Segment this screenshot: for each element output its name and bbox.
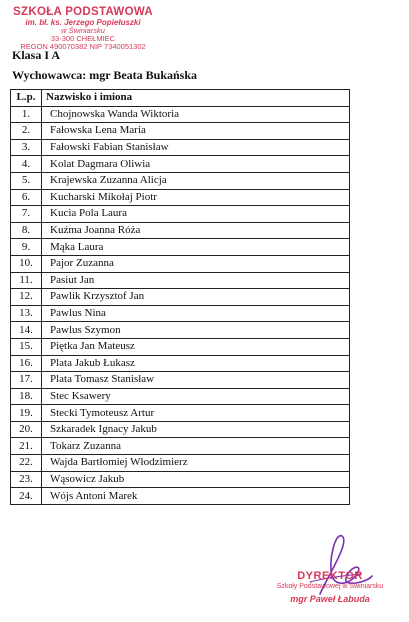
row-number: 7. xyxy=(11,206,42,223)
row-number: 1. xyxy=(11,106,42,123)
student-name: Kolat Dagmara Oliwia xyxy=(42,156,350,173)
student-name: Pasiut Jan xyxy=(42,272,350,289)
row-number: 2. xyxy=(11,123,42,140)
table-row xyxy=(11,438,350,455)
column-header-name: Nazwisko i imiona xyxy=(42,90,350,107)
student-name: Wajda Bartłomiej Włodzimierz xyxy=(42,455,350,472)
row-number: 22. xyxy=(11,455,42,472)
director-name: mgr Paweł Łabuda xyxy=(290,594,370,604)
student-name: Mąka Laura xyxy=(42,239,350,256)
class-teacher: Wychowawca: mgr Beata Bukańska xyxy=(12,68,198,82)
table-row xyxy=(11,305,350,322)
row-number: 18. xyxy=(11,388,42,405)
row-number: 4. xyxy=(11,156,42,173)
table-row xyxy=(11,172,350,189)
table-row xyxy=(11,405,350,422)
student-name: Kucia Pola Laura xyxy=(42,206,350,223)
row-number: 5. xyxy=(11,172,42,189)
row-number: 17. xyxy=(11,372,42,389)
class-label: Klasa I A xyxy=(12,48,61,62)
row-number: 8. xyxy=(11,222,42,239)
table-row xyxy=(11,139,350,156)
row-number: 3. xyxy=(11,139,42,156)
student-name: Pawlik Krzysztof Jan xyxy=(42,289,350,306)
row-number: 11. xyxy=(11,272,42,289)
student-name: Fałowska Lena Maria xyxy=(42,123,350,140)
table-row xyxy=(11,255,350,272)
table-row xyxy=(11,471,350,488)
student-name: Pajor Zuzanna xyxy=(42,255,350,272)
student-name: Wójs Antoni Marek xyxy=(42,488,350,505)
row-number: 10. xyxy=(11,255,42,272)
row-number: 21. xyxy=(11,438,42,455)
table-row xyxy=(11,289,350,306)
table-row xyxy=(11,156,350,173)
table-row xyxy=(11,272,350,289)
table-row xyxy=(11,322,350,339)
table-row xyxy=(11,355,350,372)
school-stamp-line2: im. bł. ks. Jerzego Popiełuszki xyxy=(25,18,141,27)
school-stamp-line4: 33-300 CHEŁMIEC xyxy=(50,34,116,43)
table-row xyxy=(11,388,350,405)
table-row xyxy=(11,189,350,206)
row-number: 6. xyxy=(11,189,42,206)
school-stamp-line5: REGON 490070382 NIP 7340051302 xyxy=(20,42,146,51)
school-stamp-line1: SZKOŁA PODSTAWOWA xyxy=(13,6,153,18)
table-row xyxy=(11,372,350,389)
table-row xyxy=(11,123,350,140)
table-row xyxy=(11,455,350,472)
student-name: Krajewska Zuzanna Alicja xyxy=(42,172,350,189)
student-name: Pawlus Nina xyxy=(42,305,350,322)
student-name: Stec Ksawery xyxy=(42,388,350,405)
director-school: Szkoły Podstawowej w Świniarsku xyxy=(276,583,384,590)
table-row xyxy=(11,239,350,256)
student-name: Fałowski Fabian Stanisław xyxy=(42,139,350,156)
director-stamp xyxy=(255,550,405,615)
student-name: Plata Tomasz Stanisław xyxy=(42,372,350,389)
table-row xyxy=(11,488,350,505)
row-number: 16. xyxy=(11,355,42,372)
student-name: Stecki Tymoteusz Artur xyxy=(42,405,350,422)
table-header-row xyxy=(11,90,350,107)
student-name: Szkaradek Ignacy Jakub xyxy=(42,421,350,438)
director-title: DYREKTOR xyxy=(297,570,363,582)
student-name: Pawlus Szymon xyxy=(42,322,350,339)
student-name: Plata Jakub Łukasz xyxy=(42,355,350,372)
table-row xyxy=(11,106,350,123)
student-name: Wąsowicz Jakub xyxy=(42,471,350,488)
student-name: Tokarz Zuzanna xyxy=(42,438,350,455)
row-number: 9. xyxy=(11,239,42,256)
row-number: 19. xyxy=(11,405,42,422)
student-roster-table xyxy=(10,89,350,505)
row-number: 23. xyxy=(11,471,42,488)
school-stamp-line3: w Świniarsku xyxy=(61,26,105,35)
table-row xyxy=(11,421,350,438)
table-row xyxy=(11,222,350,239)
table-row xyxy=(11,338,350,355)
row-number: 12. xyxy=(11,289,42,306)
row-number: 13. xyxy=(11,305,42,322)
roster-body xyxy=(11,106,350,504)
row-number: 15. xyxy=(11,338,42,355)
student-name: Piętka Jan Mateusz xyxy=(42,338,350,355)
row-number: 20. xyxy=(11,421,42,438)
table-row xyxy=(11,206,350,223)
row-number: 14. xyxy=(11,322,42,339)
student-name: Kucharski Mikołaj Piotr xyxy=(42,189,350,206)
column-header-lp: L.p. xyxy=(11,90,42,107)
student-name: Kuźma Joanna Róża xyxy=(42,222,350,239)
student-name: Chojnowska Wanda Wiktoria xyxy=(42,106,350,123)
row-number: 24. xyxy=(11,488,42,505)
